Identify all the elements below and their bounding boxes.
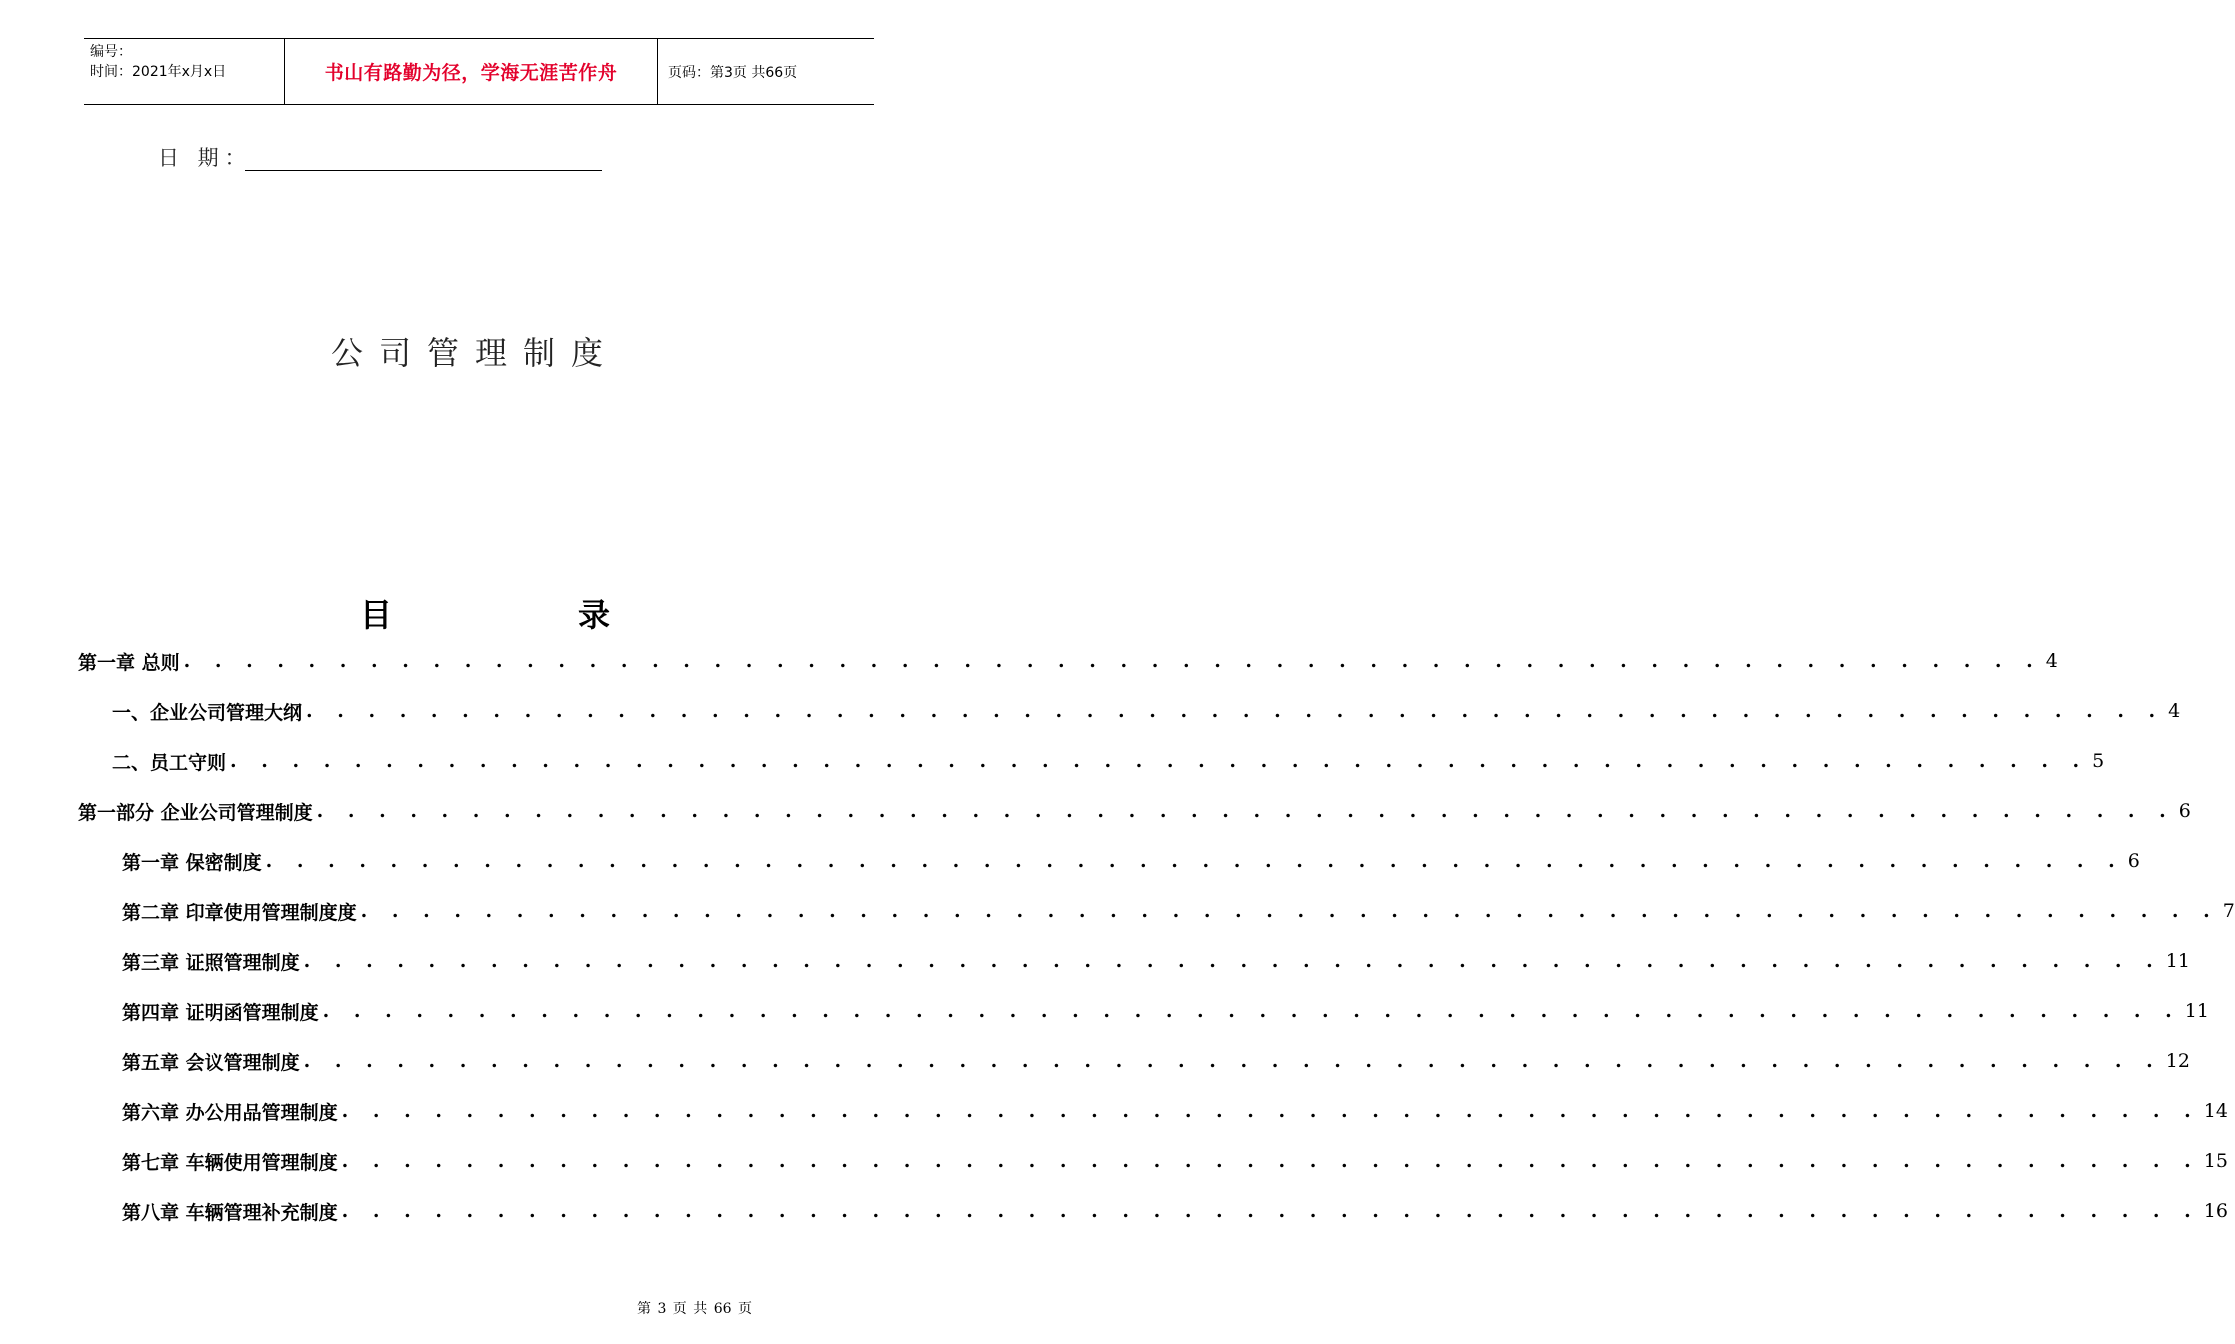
toc-entry-label: 第一章 保密制度 xyxy=(122,851,262,874)
date-label: 日 期： xyxy=(158,146,252,170)
motto-text: 书山有路勤为径，学海无涯苦作舟 xyxy=(324,62,618,84)
toc-entry-page: 5 xyxy=(2092,750,2105,772)
toc-entry-label: 第五章 会议管理制度 xyxy=(122,1051,300,1074)
toc-entry-label: 第一部分 企业公司管理制度 xyxy=(78,801,313,824)
toc-leader-dots: . . . . . . . . . . . . . . . . . . . . . . . . . . . . . . . . . . . . . . . . . . . . . . . . . . . . . . . . . . . . xyxy=(183,650,2042,672)
toc-entry-label: 第八章 车辆管理补充制度 xyxy=(122,1201,338,1224)
date-underline xyxy=(245,170,602,171)
toc-entry-page: 12 xyxy=(2165,1050,2190,1072)
toc-entry[interactable] xyxy=(122,1036,2190,1086)
toc-leader-dots: . . . . . . . . . . . . . . . . . . . . . . . . . . . . . . . . . . . . . . . . . . . . . . . . . . . . . . . . . . . . xyxy=(303,950,2162,972)
toc-entry[interactable] xyxy=(122,836,2140,886)
toc-entry[interactable] xyxy=(112,736,2105,786)
toc-entry-label: 第一章 总则 xyxy=(78,651,180,674)
toc-leader-dots: . . . . . . . . . . . . . . . . . . . . . . . . . . . . . . . . . . . . . . . . . . . . . . . . . . . . . . . . . . . . xyxy=(322,1000,2181,1022)
toc-entry[interactable] xyxy=(122,1086,2228,1136)
toc-entry-page: 14 xyxy=(2203,1100,2228,1122)
toc-entry-page: 6 xyxy=(2178,800,2191,822)
toc-entry[interactable] xyxy=(78,636,2058,686)
toc-entry[interactable] xyxy=(78,786,2191,836)
toc-leader-dots: . . . . . . . . . . . . . . . . . . . . . . . . . . . . . . . . . . . . . . . . . . . . . . . . . . . . . . . . . . . . xyxy=(265,850,2124,872)
number-label: 编号： xyxy=(90,44,132,60)
toc-leader-dots: . . . . . . . . . . . . . . . . . . . . . . . . . . . . . . . . . . . . . . . . . . . . . . . . . . . . . . . . . . . . xyxy=(360,900,2219,922)
toc-title-right: 录 xyxy=(577,596,610,634)
toc-entry-label: 一、企业公司管理大纲 xyxy=(112,701,303,724)
toc-entry-label: 二、员工守则 xyxy=(112,751,227,774)
toc-entry-page: 11 xyxy=(2165,950,2190,972)
toc-leader-dots: . . . . . . . . . . . . . . . . . . . . . . . . . . . . . . . . . . . . . . . . . . . . . . . . . . . . . . . . . . . . xyxy=(341,1200,2200,1222)
toc-entry[interactable] xyxy=(122,886,2235,936)
toc-entry-label: 第六章 办公用品管理制度 xyxy=(122,1101,338,1124)
toc-entry-page: 11 xyxy=(2184,1000,2209,1022)
toc-entry[interactable] xyxy=(122,1136,2228,1186)
header-meta-cell xyxy=(84,39,285,104)
toc-leader-dots: . . . . . . . . . . . . . . . . . . . . . . . . . . . . . . . . . . . . . . . . . . . . . . . . . . . . . . . . . . . . xyxy=(316,800,2175,822)
toc-leader-dots: . . . . . . . . . . . . . . . . . . . . . . . . . . . . . . . . . . . . . . . . . . . . . . . . . . . . . . . . . . . . xyxy=(303,1050,2162,1072)
toc-entry-label: 第七章 车辆使用管理制度 xyxy=(122,1151,338,1174)
toc-entry-label: 第四章 证明函管理制度 xyxy=(122,1001,319,1024)
toc-entry-page: 4 xyxy=(2168,700,2181,722)
toc-leader-dots: . . . . . . . . . . . . . . . . . . . . . . . . . . . . . . . . . . . . . . . . . . . . . . . . . . . . . . . . . . . . xyxy=(230,750,2089,772)
toc-leader-dots: . . . . . . . . . . . . . . . . . . . . . . . . . . . . . . . . . . . . . . . . . . . . . . . . . . . . . . . . . . . . xyxy=(341,1100,2200,1122)
toc-entry-page: 16 xyxy=(2203,1200,2228,1222)
toc-entry-page: 15 xyxy=(2203,1150,2228,1172)
toc-entry-page: 6 xyxy=(2127,850,2140,872)
toc-entry-page: 7 xyxy=(2222,900,2235,922)
toc-entry[interactable] xyxy=(122,936,2190,986)
toc-entry[interactable] xyxy=(112,686,2181,736)
header-motto-cell xyxy=(285,39,658,104)
toc-entry-label: 第三章 证照管理制度 xyxy=(122,951,300,974)
toc-entry[interactable] xyxy=(122,986,2209,1036)
header-page-info: 页码：第3页 共66页 xyxy=(668,64,798,81)
page-header xyxy=(84,38,874,105)
toc-entry-label: 第二章 印章使用管理制度度 xyxy=(122,901,357,924)
time-label: 时间：2021年x月x日 xyxy=(90,64,227,80)
toc-title-left: 目 xyxy=(360,596,393,634)
toc-leader-dots: . . . . . . . . . . . . . . . . . . . . . . . . . . . . . . . . . . . . . . . . . . . . . . . . . . . . . . . . . . . . xyxy=(341,1150,2200,1172)
toc-entry-page: 4 xyxy=(2045,650,2058,672)
toc-title xyxy=(360,590,610,636)
document-title: 公司管理制度 xyxy=(330,334,619,372)
page-footer: 第 3 页 共 66 页 xyxy=(637,1301,752,1317)
toc-entry[interactable] xyxy=(122,1186,2228,1236)
toc-leader-dots: . . . . . . . . . . . . . . . . . . . . . . . . . . . . . . . . . . . . . . . . . . . . . . . . . . . . . . . . . . . . xyxy=(306,700,2165,722)
